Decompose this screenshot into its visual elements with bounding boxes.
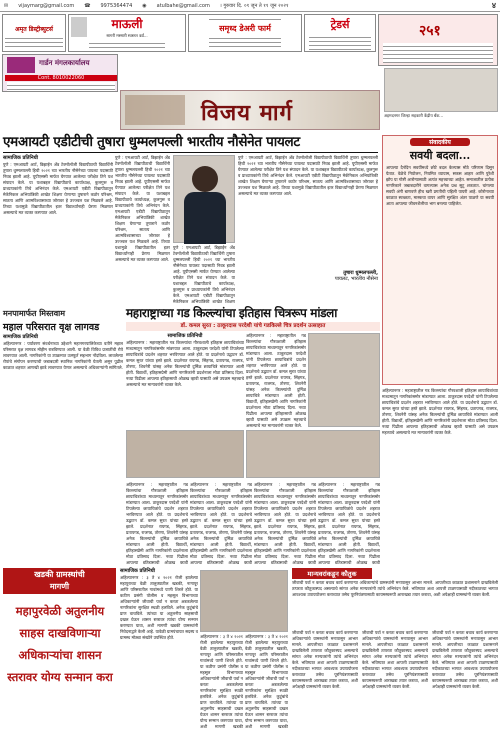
masthead-logo <box>120 90 380 130</box>
story1-rule <box>3 152 378 153</box>
story4-body: अहिल्यानगर : ३ ते ४ २०२१ रोजी झालेल्या महापुराच्या वेळी तालुक्यातील खडकी, नागापूर आणि परिसरातील गावांमध्ये पाणी शिरले होते. या कठीण प्रसंगी पोलीस व महसूल विभागाच्या अधिकाऱ्यांनी जीवाची पर्वा न करता अडकलेल्या नागरिकांना सुरक्षित स्थळी हलविले. अनेक कुटुंबांचे प्राण वाचविले. त्यांच्या या अतुलनीय साहसाची दखल घेऊन शासन स्तरावर त्यांचा योग्य सन्मान करण्यात यावा, अशी मागणी खडकी ग्रामस्थांनी निवेदनाद्वारे केली आहे. यावेळी ग्रामपंचायत सदस्य व ग्रामस्थ मोठ्या संख्येने उपस्थित होते. <box>120 575 198 640</box>
story1-col2: पुणे : एमआयटी आर्ट, डिझाईन अँड टेक्नॉलॉजी विद्यापीठाची विद्यार्थिनी तुषारा धुम्मलपल्ली हिची २०२१ च्या भारतीय नौसेनेच्या पायलट पदासाठी निवड झाली आहे. यूपीएससी मार्फत घेण्यात आलेल्या परीक्षेत तिने यश संपादन केले. या यशाबद्दल विद्यापीठाचे कार्याध्यक्ष, कुलगुरू व प्राध्यापकांनी तिचे अभिनंदन केले. एमआयटी एडीटी विद्यापीठातून मेकॅनिकल अभियांत्रिकी शाखेत शिक्षण घेणाऱ्या तुषाराने कठोर परिश्रम, सातत्य आणि आत्मविश्वासाच्या जोरावर हे उज्ज्वल यश मिळवले आहे. तिच्या यशामुळे विद्यापीठातील इतर विद्यार्थ्यांनाही प्रेरणा मिळणार असल्याचे मत व्यक्त करण्यात आले. <box>115 155 170 262</box>
story3-col4: अहिल्यानगर : महाराष्ट्रातील गड किल्ल्यांचा गौरवशाली इतिहास छायाचित्रांच्या माध्यमातून नागरिकांसमोर मांडण्यात आला. ठाकूरदास परदेशी यांनी टिपलेल्या छायाचित्रांचे प्रदर्शन शहरात भरविण्यात आले होते. या प्रदर्शनाचे उद्घाटन डॉ. कमल सुरत यांच्या हस्ते झाले. प्रदर्शनात रायगड, सिंहगड, प्रतापगड, राजगड, तोरणा, शिवनेरी यांसह अनेक किल्ल्यांची दुर्मिळ छायाचित्रे मांडण्यात आली होती. विद्यार्थी, इतिहासप्रेमी आणि नागरिकांनी प्रदर्शनाला मोठा प्रतिसाद दिला. नव्या पिढीला आपल्या इतिहासाची ओळख व्हावी <box>190 482 252 564</box>
ad-amrut-title: अमृत डिस्ट्रीब्युटर्स <box>15 26 53 33</box>
ad-traders-title: ट्रेडर्स <box>330 18 350 31</box>
ad-mauli-lines <box>89 40 165 48</box>
ad-sale-lines <box>383 43 493 63</box>
web: atulbahe@gmail.com <box>156 2 210 9</box>
ad-samruddh-title: समृध्द डेअरी फार्म <box>219 24 271 33</box>
web-icon: ◉ <box>142 2 147 9</box>
ad-mauli <box>68 14 186 52</box>
story3-subhead: डॉ. कमल सुरत : ठाकूरदास परदेशी यांचे गडकिल्ले चित्र प्रदर्शन उत्साहात <box>126 322 380 331</box>
mail-icon: ✉ <box>4 2 9 9</box>
sidebar-box <box>382 135 498 385</box>
logo-title: विजय मार्ग <box>201 101 293 126</box>
story2-column <box>3 334 123 564</box>
phone: 9975364474 <box>100 2 133 9</box>
story3-col1 <box>126 333 244 427</box>
story3-col2: अहिल्यानगर : महाराष्ट्रातील गड किल्ल्यांचा गौरवशाली इतिहास छायाचित्रांच्या माध्यमातून नागरिकांसमोर मांडण्यात आला. ठाकूरदास परदेशी यांनी टिपलेल्या छायाचित्रांचे प्रदर्शन शहरात भरविण्यात आले होते. या प्रदर्शनाचे उद्घाटन डॉ. कमल सुरत यांच्या हस्ते झाले. प्रदर्शनात रायगड, सिंहगड, प्रतापगड, राजगड, तोरणा, शिवनेरी यांसह अनेक किल्ल्यांची दुर्मिळ छायाचित्रे मांडण्यात आली होती. विद्यार्थी, इतिहासप्रेमी आणि नागरिकांनी प्रदर्शनाला मोठा प्रतिसाद दिला. नव्या पिढीला आपल्या इतिहासाची ओळख व्हावी यासाठी असे उपक्रम महत्त्वाचे असल्याचे मत मान्यवरांनी व्यक्त केले. <box>246 333 306 427</box>
side-caption: अहमदनगर जिल्हा सहकारी केंद्रीय बँक... <box>384 113 444 118</box>
page-number: ४ <box>491 1 496 10</box>
story3-col5: अहिल्यानगर : महाराष्ट्रातील गड किल्ल्यांचा गौरवशाली इतिहास छायाचित्रांच्या माध्यमातून नागरिकांसमोर मांडण्यात आला. ठाकूरदास परदेशी यांनी टिपलेल्या छायाचित्रांचे प्रदर्शन शहरात भरविण्यात आले होते. या प्रदर्शनाचे उद्घाटन डॉ. कमल सुरत यांच्या हस्ते झाले. प्रदर्शनात रायगड, सिंहगड, प्रतापगड, राजगड, तोरणा, शिवनेरी यांसह अनेक किल्ल्यांची दुर्मिळ छायाचित्रे मांडण्यात आली होती. विद्यार्थी, इतिहासप्रेमी आणि नागरिकांनी प्रदर्शनाला मोठा प्रतिसाद दिला. नव्या पिढीला आपल्या इतिहासाची ओळख व्हावी <box>254 482 316 564</box>
story1-headline: एमआयटी एडीटीची तुषारा धुम्मलपल्ली भारतीय नौसेनेत पायलट <box>3 134 300 150</box>
story3-photo-group <box>246 430 380 478</box>
story1-caption-box <box>318 270 378 300</box>
story5-col1: जीवाची पर्वा न करता बचाव कार्य करणाऱ्या अधिकाऱ्यांचे ग्रामस्थांनी मनापासून आभार मानले. आपत्तीच्या काळात प्रशासनाने दाखविलेली तत्परता कौतुकास्पद असल्याचे सांगत अनेक मान्यवरांनी त्यांचे अभिनंदन केले. भविष्यात अशा आपत्ती टाळण्यासाठी नदीकाठच्या भागात आवश्यक उपाययोजना कराव्यात तसेच पूरनियंत्रणासाठी कायमस्वरूपी आराखडा तयार करावा, अशी अपेक्षाही ग्रामस्थांनी व्यक्त केली. <box>292 630 358 689</box>
ad-samruddh <box>188 14 302 52</box>
story3-headline: महाराष्ट्राच्या गड किल्ल्यांचा इतिहास चित्ररूप मांडला <box>126 306 337 320</box>
story1-col3: पुणे : एमआयटी आर्ट, डिझाईन अँड टेक्नॉलॉजी विद्यापीठाची विद्यार्थिनी तुषारा धुम्मलपल्ली हिची २०२१ च्या भारतीय नौसेनेच्या पायलट पदासाठी निवड झाली आहे. यूपीएससी मार्फत घेण्यात आलेल्या परीक्षेत तिने यश संपादन केले. या यशाबद्दल विद्यापीठाचे कार्याध्यक्ष, कुलगुरू व प्राध्यापकांनी तिचे अभिनंदन केले. एमआयटी एडीटी विद्यापीठातून मेकॅनिकल अभियांत्रिकी शाखेत शिक्षण <box>173 245 235 303</box>
email: vijaymarg@gmail.com <box>18 2 75 9</box>
logo-fort-image <box>125 95 185 125</box>
story4-kicker2: मागणी <box>49 582 70 591</box>
story4-photo <box>200 570 288 632</box>
story4-byline: सामाजिक प्रतिनिधी <box>120 568 155 574</box>
top-bar <box>0 0 500 12</box>
ad-amrut <box>2 14 66 52</box>
ad-garden-lines <box>7 82 115 92</box>
ad-sale <box>378 14 498 66</box>
story4-headline: महापुरवेळी अतुलनीय साहस दाखविणाऱ्या अधिकाऱ्यांचा शासन स्तरावर योग्य सन्मान करा <box>7 604 113 684</box>
ad-mauli-sub: सागरी मस्सारी स्वस्तत वर्द्य... <box>106 33 148 38</box>
ad-traders-lines <box>309 34 371 52</box>
ad-traders <box>304 14 376 52</box>
story4-kicker-box <box>3 568 116 594</box>
date-line: । गुरुवार दि. ०१ जून ते ११ जून २०२१ <box>219 2 289 9</box>
story1-photo-subcaption: पायलट, भारतीय नौसेना <box>334 276 378 282</box>
story3-photo-right <box>308 333 380 427</box>
story2-kicker: मनपामार्फत मिस्तवाम <box>3 308 66 318</box>
sidebar-headline: सवयी बदला... <box>409 149 471 162</box>
ad-samruddh-top <box>209 16 281 22</box>
ad-samruddh-lines <box>209 35 281 49</box>
story1-col4: पुणे : एमआयटी आर्ट, डिझाईन अँड टेक्नॉलॉजी विद्यापीठाची विद्यार्थिनी तुषारा धुम्मलपल्ली हिची २०२१ च्या भारतीय नौसेनेच्या पायलट पदासाठी निवड झाली आहे. यूपीएससी मार्फत घेण्यात आलेल्या परीक्षेत तिने यश संपादन केले. या यशाबद्दल विद्यापीठाचे कार्याध्यक्ष, कुलगुरू व प्राध्यापकांनी तिचे अभिनंदन केले. एमआयटी एडीटी विद्यापीठातून मेकॅनिकल अभियांत्रिकी शाखेत शिक्षण घेणाऱ्या तुषाराने कठोर परिश्रम, सातत्य आणि आत्मविश्वासाच्या जोरावर हे उज्ज्वल यश मिळवले आहे. तिच्या यशामुळे विद्यापीठातील इतर विद्यार्थ्यांनाही प्रेरणा मिळणार असल्याचे मत व्यक्त करण्यात आले. <box>238 155 378 196</box>
story2-headline: महाल परिसरात वृक्ष लागवड <box>3 322 100 333</box>
ad-garden <box>2 54 118 92</box>
story2-byline: सामाजिक प्रतिनिधी <box>3 334 38 340</box>
story3-byline: सामाजिक प्रतिनिधी <box>167 333 203 339</box>
story4-col3: अहिल्यानगर : ३ ते ४ २०२१ रोजी झालेल्या महापुराच्या वेळी तालुक्यातील खडकी, नागापूर आणि परिसरातील गावांमध्ये पाणी शिरले होते. या कठीण प्रसंगी पोलीस व महसूल विभागाच्या अधिकाऱ्यांनी जीवाची पर्वा न करता अडकलेल्या नागरिकांना सुरक्षित स्थळी हलविले. अनेक कुटुंबांचे प्राण वाचविले. त्यांच्या या अतुलनीय साहसाची दखल घेऊन शासन स्तरावर त्यांचा योग्य सन्मान करण्यात यावा, अशी मागणी खडकी <box>245 634 288 729</box>
phone-icon: ☎ <box>84 2 91 9</box>
story3-col7: अहिल्यानगर : महाराष्ट्रातील गड किल्ल्यांचा गौरवशाली इतिहास छायाचित्रांच्या माध्यमातून नागरिकांसमोर मांडण्यात आला. ठाकूरदास परदेशी यांनी टिपलेल्या छायाचित्रांचे प्रदर्शन शहरात भरविण्यात आले होते. या प्रदर्शनाचे उद्घाटन डॉ. कमल सुरत यांच्या हस्ते झाले. प्रदर्शनात रायगड, सिंहगड, प्रतापगड, राजगड, तोरणा, शिवनेरी यांसह अनेक किल्ल्यांची दुर्मिळ छायाचित्रे मांडण्यात आली होती. विद्यार्थी, इतिहासप्रेमी आणि नागरिकांनी प्रदर्शनाला मोठा प्रतिसाद दिला. नव्या पिढीला आपल्या इतिहासाची ओळख व्हावी यासाठी असे उपक्रम महत्त्वाचे असल्याचे मत मान्यवरांनी व्यक्त केले. <box>382 388 498 435</box>
story1-byline: सामाजिक प्रतिनिधी <box>3 155 38 161</box>
story1-body: पुणे : एमआयटी आर्ट, डिझाईन अँड टेक्नॉलॉजी विद्यापीठाची विद्यार्थिनी तुषारा धुम्मलपल्ली हिची २०२१ च्या भारतीय नौसेनेच्या पायलट पदासाठी निवड झाली आहे. यूपीएससी मार्फत घेण्यात आलेल्या परीक्षेत तिने यश संपादन केले. या यशाबद्दल विद्यापीठाचे कार्याध्यक्ष, कुलगुरू व प्राध्यापकांनी तिचे अभिनंदन केले. एमआयटी एडीटी विद्यापीठातून मेकॅनिकल अभियांत्रिकी शाखेत शिक्षण घेणाऱ्या तुषाराने कठोर परिश्रम, सातत्य आणि आत्मविश्वासाच्या जोरावर हे उज्ज्वल यश मिळवले आहे. तिच्या यशामुळे विद्यापीठातील इतर विद्यार्थ्यांनाही प्रेरणा मिळणार असल्याचे मत व्यक्त करण्यात आले. <box>3 162 113 215</box>
ad-garden-title: गार्डन मंगलकार्यालय <box>39 59 90 67</box>
story1-col1 <box>3 155 113 303</box>
ad-garden-phone: Cont. 8010022060 <box>5 75 117 81</box>
story4-col1 <box>120 568 198 730</box>
ad-mauli-title: माऊली <box>111 17 143 31</box>
ad-garden-logo <box>7 57 35 73</box>
ad-mauli-photo <box>71 17 87 37</box>
story5-body: जीवाची पर्वा न करता बचाव कार्य करणाऱ्या अधिकाऱ्यांचे ग्रामस्थांनी मनापासून आभार मानले. आपत्तीच्या काळात प्रशासनाने दाखविलेली तत्परता कौतुकास्पद असल्याचे सांगत अनेक मान्यवरांनी त्यांचे अभिनंदन केले. भविष्यात अशा आपत्ती टाळण्यासाठी नदीकाठच्या भागात आवश्यक उपाययोजना कराव्यात तसेच पूरनियंत्रणासाठी कायमस्वरूपी आराखडा तयार करावा, अशी अपेक्षाही ग्रामस्थांनी व्यक्त केली. <box>292 580 498 597</box>
ad-amrut-text <box>5 35 63 49</box>
story3-body: अहिल्यानगर : महाराष्ट्रातील गड किल्ल्यांचा गौरवशाली इतिहास छायाचित्रांच्या माध्यमातून नागरिकांसमोर मांडण्यात आला. ठाकूरदास परदेशी यांनी टिपलेल्या छायाचित्रांचे प्रदर्शन शहरात भरविण्यात आले होते. या प्रदर्शनाचे उद्घाटन डॉ. कमल सुरत यांच्या हस्ते झाले. प्रदर्शनात रायगड, सिंहगड, प्रतापगड, राजगड, तोरणा, शिवनेरी यांसह अनेक किल्ल्यांची दुर्मिळ छायाचित्रे मांडण्यात आली होती. विद्यार्थी, इतिहासप्रेमी आणि नागरिकांनी प्रदर्शनाला मोठा प्रतिसाद दिला. नव्या पिढीला आपल्या इतिहासाची ओळख व्हावी यासाठी असे उपक्रम महत्त्वाचे असल्याचे मत मान्यवरांनी व्यक्त केले. <box>126 340 244 387</box>
story5-col3: जीवाची पर्वा न करता बचाव कार्य करणाऱ्या अधिकाऱ्यांचे ग्रामस्थांनी मनापासून आभार मानले. आपत्तीच्या काळात प्रशासनाने दाखविलेली तत्परता कौतुकास्पद असल्याचे सांगत अनेक मान्यवरांनी त्यांचे अभिनंदन केले. भविष्यात अशा आपत्ती टाळण्यासाठी नदीकाठच्या भागात आवश्यक उपाययोजना कराव्यात तसेच पूरनियंत्रणासाठी कायमस्वरूपी आराखडा तयार करावा, अशी अपेक्षाही ग्रामस्थांनी व्यक्त केली. <box>432 630 498 689</box>
story3-col3: अहिल्यानगर : महाराष्ट्रातील गड किल्ल्यांचा गौरवशाली इतिहास छायाचित्रांच्या माध्यमातून नागरिकांसमोर मांडण्यात आला. ठाकूरदास परदेशी यांनी टिपलेल्या छायाचित्रांचे प्रदर्शन शहरात भरविण्यात आले होते. या प्रदर्शनाचे उद्घाटन डॉ. कमल सुरत यांच्या हस्ते झाले. प्रदर्शनात रायगड, सिंहगड, प्रतापगड, राजगड, तोरणा, शिवनेरी यांसह अनेक किल्ल्यांची दुर्मिळ छायाचित्रे मांडण्यात आली होती. विद्यार्थी, इतिहासप्रेमी आणि नागरिकांनी प्रदर्शनाला मोठा प्रतिसाद दिला. नव्या पिढीला आपल्या इतिहासाची ओळख व्हावी <box>126 482 188 564</box>
story5-kicker: मान्यवरांकडून कौतुक <box>292 568 372 579</box>
sidebar-body: आपल्या दैनंदिन सवयींमध्ये छोटे बदल केल्यास मोठे परिणाम दिसून येतात. वेळेचे नियोजन, नियमित व्यायाम, सकस आहार आणि पुरेशी झोप या गोष्टी आरोग्यासाठी अत्यंत महत्त्वाच्या आहेत. समाजातील प्रत्येक नागरिकाने जबाबदारीने वागल्यास अनेक प्रश्न सुटू शकतात. चांगल्या सवयी अंगी बाणवणे हीच खरी प्रगतीची पहिली पायरी आहे. कोरोनाच्या काळात स्वच्छता, मास्कचा वापर आणि सुरक्षित अंतर पाळणे या सवयी आता आपल्या जीवनशैलीचा भाग बनल्या पाहिजेत. <box>386 165 494 206</box>
story4-kicker: खडकी ग्रामस्थांची <box>34 570 85 579</box>
sidebar-label: संवादकीय <box>410 138 470 146</box>
ad-sale-number: २५१ <box>419 23 441 39</box>
story4-col2: अहिल्यानगर : ३ ते ४ २०२१ रोजी झालेल्या महापुराच्या वेळी तालुक्यातील खडकी, नागापूर आणि परिसरातील गावांमध्ये पाणी शिरले होते. या कठीण प्रसंगी पोलीस व महसूल विभागाच्या अधिकाऱ्यांनी जीवाची पर्वा न करता अडकलेल्या नागरिकांना सुरक्षित स्थळी हलविले. अनेक कुटुंबांचे प्राण वाचविले. त्यांच्या या अतुलनीय साहसाची दखल घेऊन शासन स्तरावर त्यांचा योग्य सन्मान करण्यात यावा, अशी मागणी खडकी <box>200 634 243 729</box>
portrait-head <box>192 166 218 192</box>
portrait-body <box>184 192 226 244</box>
story3-photo-left <box>126 430 244 478</box>
story1-photo-caption: तुषारा धुम्मलपल्ली, <box>343 270 378 276</box>
story2-body: अहिल्यानगर : पर्यावरण संवर्धनाच्या उद्देशाने महानगरपालिकेच्या वतीने महाल परिसरात वृक्ष लागवड मोहीम राबविण्यात आली. या वेळी विविध प्रजातींची रोपे लावण्यात आली. नागरिकांनी या उपक्रमात उत्स्फूर्त सहभाग नोंदविला. लावलेल्या रोपांचे संगोपन करण्याची जबाबदारी स्थानिक नागरिकांनी घेतली असून पुढील काळात शहरात आणखी झाडे लावण्यात येणार असल्याचे अधिकाऱ्यांनी सांगितले. <box>3 341 123 370</box>
story1-photo <box>173 155 235 243</box>
story5-col2: जीवाची पर्वा न करता बचाव कार्य करणाऱ्या अधिकाऱ्यांचे ग्रामस्थांनी मनापासून आभार मानले. आपत्तीच्या काळात प्रशासनाने दाखविलेली तत्परता कौतुकास्पद असल्याचे सांगत अनेक मान्यवरांनी त्यांचे अभिनंदन केले. भविष्यात अशा आपत्ती टाळण्यासाठी नदीकाठच्या भागात आवश्यक उपाययोजना कराव्यात तसेच पूरनियंत्रणासाठी कायमस्वरूपी आराखडा तयार करावा, अशी अपेक्षाही ग्रामस्थांनी व्यक्त केली. <box>362 630 428 689</box>
story3-col6: अहिल्यानगर : महाराष्ट्रातील गड किल्ल्यांचा गौरवशाली इतिहास छायाचित्रांच्या माध्यमातून नागरिकांसमोर मांडण्यात आला. ठाकूरदास परदेशी यांनी टिपलेल्या छायाचित्रांचे प्रदर्शन शहरात भरविण्यात आले होते. या प्रदर्शनाचे उद्घाटन डॉ. कमल सुरत यांच्या हस्ते झाले. प्रदर्शनात रायगड, सिंहगड, प्रतापगड, राजगड, तोरणा, शिवनेरी यांसह अनेक किल्ल्यांची दुर्मिळ छायाचित्रे मांडण्यात आली होती. विद्यार्थी, इतिहासप्रेमी आणि नागरिकांनी प्रदर्शनाला मोठा प्रतिसाद दिला. नव्या पिढीला आपल्या इतिहासाची ओळख व्हावी <box>318 482 380 564</box>
side-photo <box>384 68 498 112</box>
